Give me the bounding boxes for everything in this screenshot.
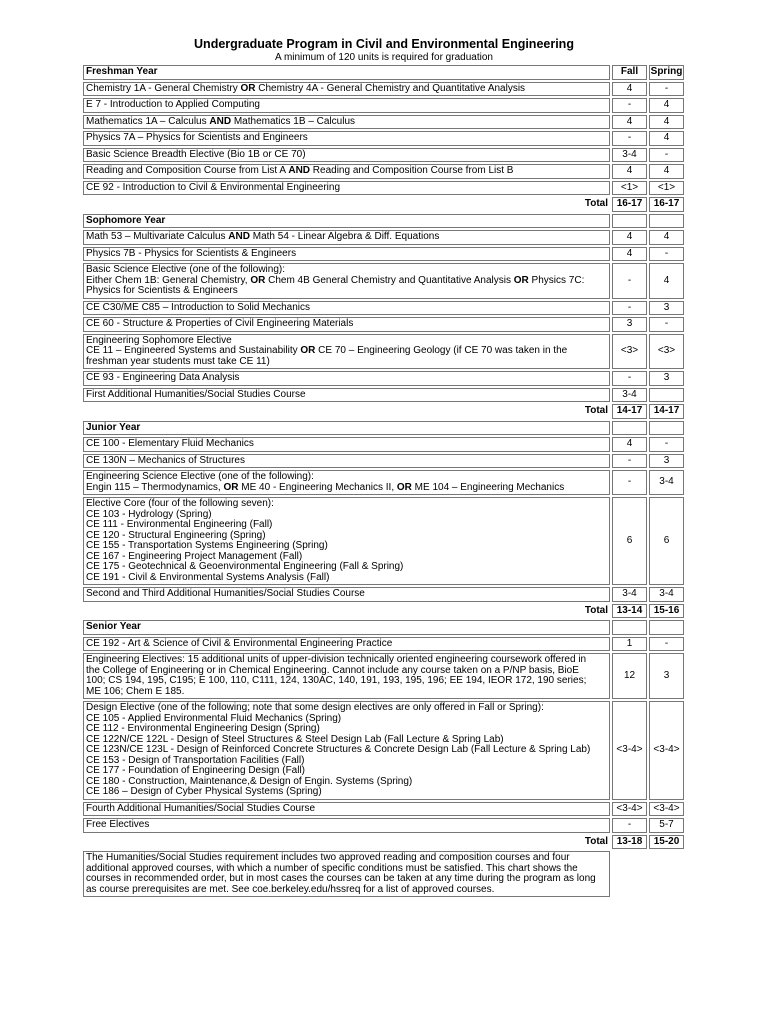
course-description bbox=[83, 454, 610, 469]
empty-cell bbox=[612, 851, 647, 897]
course-text: E 7 - Introduction to Applied Computing bbox=[86, 99, 260, 110]
course-row bbox=[83, 388, 684, 403]
fall-units: - bbox=[612, 470, 647, 495]
total-label: Total bbox=[584, 835, 608, 847]
spring-units: 6 bbox=[649, 497, 684, 585]
course-text: CE 111 - Environmental Engineering (Fall) bbox=[86, 519, 273, 530]
fall-total: 13-14 bbox=[612, 604, 647, 619]
spring-units: 4 bbox=[649, 230, 684, 245]
course-text: CE 177 - Foundation of Engineering Design (Fall) bbox=[86, 765, 306, 776]
course-row bbox=[83, 818, 684, 833]
course-text: Mathematics 1A – Calculus bbox=[86, 115, 210, 127]
fall-column-header: Fall bbox=[612, 65, 647, 80]
fall-units: - bbox=[612, 263, 647, 299]
spring-total: 16-17 bbox=[649, 197, 684, 212]
course-row bbox=[83, 82, 684, 97]
total-label: Total bbox=[584, 405, 608, 416]
fall-units: <3> bbox=[612, 334, 647, 370]
course-text: Mathematics 1B – Calculus bbox=[231, 115, 356, 127]
fall-units: 4 bbox=[612, 230, 647, 245]
spring-units: 3-4 bbox=[649, 470, 684, 495]
course-row bbox=[83, 115, 684, 130]
fall-units: - bbox=[612, 301, 647, 316]
year-header-row bbox=[83, 620, 684, 635]
spring-units: <3-4> bbox=[649, 701, 684, 800]
fall-units: <1> bbox=[612, 181, 647, 196]
course-description bbox=[83, 301, 610, 316]
course-text: Elective Core (four of the following seven): bbox=[86, 498, 274, 509]
spring-units: 4 bbox=[649, 98, 684, 113]
fall-blank-cell bbox=[612, 214, 647, 229]
course-description bbox=[83, 388, 610, 403]
course-text: the College of Engineering or in Chemical Engineering. Cannot include any course taken on a P/NP basis, BioE bbox=[86, 664, 579, 676]
spring-units: 3-4 bbox=[649, 587, 684, 602]
fall-units: 6 bbox=[612, 497, 647, 585]
course-text: Chem 4B General Chemistry and Quantitative Analysis bbox=[265, 274, 514, 286]
course-text: Basic Science Elective (one of the following): bbox=[86, 264, 285, 275]
total-label: Total bbox=[584, 604, 608, 616]
conjunction-text: OR bbox=[223, 481, 239, 493]
fall-units: 4 bbox=[612, 115, 647, 130]
total-row bbox=[83, 835, 684, 850]
course-description bbox=[83, 587, 610, 602]
course-row bbox=[83, 301, 684, 316]
course-row bbox=[83, 317, 684, 332]
spring-units: 4 bbox=[649, 164, 684, 179]
course-text: CE 105 - Applied Environmental Fluid Mechanics (Spring) bbox=[86, 712, 342, 724]
course-description bbox=[83, 437, 610, 452]
year-heading: Freshman Year bbox=[83, 65, 610, 80]
course-text: ME 106; Chem E 185. bbox=[86, 685, 185, 697]
fall-total: 14-17 bbox=[612, 404, 647, 419]
course-text: CE 167 - Engineering Project Management (Fall) bbox=[86, 550, 303, 562]
course-description bbox=[83, 164, 610, 179]
course-description bbox=[83, 181, 610, 196]
spring-units: - bbox=[649, 437, 684, 452]
course-description bbox=[83, 247, 610, 262]
spring-units: 3 bbox=[649, 454, 684, 469]
course-text: Reading and Composition Course from List A bbox=[86, 165, 289, 176]
empty-cell bbox=[649, 851, 684, 897]
course-row bbox=[83, 587, 684, 602]
spring-units: 3 bbox=[649, 653, 684, 699]
spring-units: 4 bbox=[649, 115, 684, 130]
course-row bbox=[83, 637, 684, 652]
course-text: CE 155 - Transportation Systems Engineering (Spring) bbox=[86, 540, 328, 551]
spring-units: - bbox=[649, 317, 684, 332]
course-text: Chemistry 4A - General Chemistry and Quantitative Analysis bbox=[255, 82, 526, 94]
course-description bbox=[83, 115, 610, 130]
year-header-row bbox=[83, 65, 684, 80]
spring-blank-cell bbox=[649, 421, 684, 436]
fall-units: - bbox=[612, 98, 647, 113]
course-row bbox=[83, 437, 684, 452]
course-text: CE C30/ME C85 – Introduction to Solid Mechanics bbox=[86, 301, 310, 313]
course-text: Physics 7A – Physics for Scientists and Engineers bbox=[86, 132, 308, 143]
year-heading: Junior Year bbox=[83, 421, 610, 436]
spring-units: - bbox=[649, 82, 684, 97]
course-text: CE 191 - Civil & Environmental Systems Analysis (Fall) bbox=[86, 571, 330, 583]
spring-units: <3> bbox=[649, 334, 684, 370]
fall-units: - bbox=[612, 371, 647, 386]
course-text: Math 53 – Multivariate Calculus bbox=[86, 231, 229, 242]
spring-units: 3 bbox=[649, 371, 684, 386]
page-subtitle: A minimum of 120 units is required for graduation bbox=[275, 52, 493, 63]
course-row bbox=[83, 802, 684, 817]
spring-blank-cell bbox=[649, 620, 684, 635]
conjunction-text: OR bbox=[240, 82, 256, 94]
course-text: Engineering Science Elective (one of the following): bbox=[86, 471, 314, 482]
course-text: Free Electives bbox=[86, 819, 150, 830]
course-description bbox=[83, 334, 610, 370]
course-row bbox=[83, 230, 684, 245]
footnote-text: The Humanities/Social Studies requirement includes two approved reading and composition courses and four additional approved courses, with which a number of specific conditions must be satisfied. This chart shows the courses in recommended order, but in most cases the courses can be taken at any time during the program as long as course prerequisites are met. See coe.berkeley.edu/hssreq for a list of approved courses. bbox=[83, 851, 610, 897]
total-row bbox=[83, 404, 684, 419]
year-header-row bbox=[83, 421, 684, 436]
fall-units: 4 bbox=[612, 82, 647, 97]
spring-blank-cell bbox=[649, 214, 684, 229]
fall-units: 4 bbox=[612, 164, 647, 179]
fall-units: 4 bbox=[612, 437, 647, 452]
course-text: Design Elective (one of the following; note that some design electives are only offered in Fall or Spring): bbox=[86, 702, 544, 713]
course-text: freshman year students must take CE 11) bbox=[86, 355, 270, 367]
course-text: Physics 7C: bbox=[528, 274, 585, 286]
total-label: Total bbox=[584, 198, 608, 209]
course-row bbox=[83, 131, 684, 146]
course-text: CE 120 - Structural Engineering (Spring) bbox=[86, 529, 266, 541]
fall-units: 3-4 bbox=[612, 388, 647, 403]
course-text: Reading and Composition Course from List B bbox=[310, 165, 514, 176]
course-description bbox=[83, 317, 610, 332]
course-text: Physics for Scientists & Engineers bbox=[86, 285, 238, 296]
spring-units: 5-7 bbox=[649, 818, 684, 833]
course-text: CE 103 - Hydrology (Spring) bbox=[86, 508, 212, 520]
spring-column-header: Spring bbox=[649, 65, 684, 80]
course-text: Engin 115 – Thermodynamics, bbox=[86, 481, 224, 493]
course-text: Engineering Sophomore Elective bbox=[86, 334, 232, 346]
spring-total: 15-16 bbox=[649, 604, 684, 619]
course-text: CE 130N – Mechanics of Structures bbox=[86, 454, 245, 466]
fall-total: 16-17 bbox=[612, 197, 647, 212]
spring-total: 14-17 bbox=[649, 404, 684, 419]
course-row bbox=[83, 454, 684, 469]
fall-units: 3 bbox=[612, 317, 647, 332]
course-description bbox=[83, 82, 610, 97]
fall-blank-cell bbox=[612, 620, 647, 635]
course-description bbox=[83, 637, 610, 652]
course-description bbox=[83, 98, 610, 113]
spring-units: 4 bbox=[649, 131, 684, 146]
course-text: CE 180 - Construction, Maintenance,& Design of Engin. Systems (Spring) bbox=[86, 775, 413, 787]
year-heading: Senior Year bbox=[83, 620, 610, 635]
spring-units: 4 bbox=[649, 263, 684, 299]
spring-units: - bbox=[649, 637, 684, 652]
fall-units: 1 bbox=[612, 637, 647, 652]
conjunction-text: OR bbox=[300, 345, 316, 356]
course-description bbox=[83, 230, 610, 245]
course-text: CE 186 – Design of Cyber Physical Systems (Spring) bbox=[86, 786, 322, 797]
course-row bbox=[83, 470, 684, 495]
course-text: Fourth Additional Humanities/Social Studies Course bbox=[86, 802, 316, 814]
conjunction-text: AND bbox=[209, 115, 232, 127]
course-description bbox=[83, 818, 610, 833]
course-row bbox=[83, 247, 684, 262]
fall-units: - bbox=[612, 131, 647, 146]
spring-units: - bbox=[649, 148, 684, 163]
fall-units: <3-4> bbox=[612, 701, 647, 800]
course-row bbox=[83, 164, 684, 179]
course-description bbox=[83, 653, 610, 699]
course-description bbox=[83, 263, 610, 299]
course-text: Engineering Electives: 15 additional units of upper-division technically oriented engineering coursework offered in bbox=[86, 654, 587, 665]
spring-units: - bbox=[649, 247, 684, 262]
fall-blank-cell bbox=[612, 421, 647, 436]
course-text: Second and Third Additional Humanities/Social Studies Course bbox=[86, 588, 365, 599]
course-description bbox=[83, 371, 610, 386]
course-text: Physics 7B - Physics for Scientists & Engineers bbox=[86, 247, 297, 259]
spring-total: 15-20 bbox=[649, 835, 684, 850]
course-text: CE 92 - Introduction to Civil & Environmental Engineering bbox=[86, 181, 341, 193]
spring-units: <3-4> bbox=[649, 802, 684, 817]
program-table-body bbox=[83, 65, 684, 897]
spring-units: 3 bbox=[649, 301, 684, 316]
course-description bbox=[83, 148, 610, 163]
year-heading: Sophomore Year bbox=[83, 214, 610, 229]
course-text: CE 93 - Engineering Data Analysis bbox=[86, 372, 240, 383]
course-text: CE 192 - Art & Science of Civil & Environmental Engineering Practice bbox=[86, 637, 393, 649]
course-row bbox=[83, 653, 684, 699]
course-description bbox=[83, 497, 610, 585]
course-row bbox=[83, 263, 684, 299]
course-row bbox=[83, 98, 684, 113]
total-row bbox=[83, 197, 684, 212]
course-text: CE 175 - Geotechnical & Geoenvironmental Engineering (Fall & Spring) bbox=[86, 561, 404, 572]
conjunction-text: AND bbox=[228, 231, 250, 242]
course-text: CE 100 - Elementary Fluid Mechanics bbox=[86, 438, 254, 449]
course-text: ME 104 – Engineering Mechanics bbox=[411, 481, 565, 493]
conjunction-text: OR bbox=[513, 274, 529, 286]
fall-units: 3-4 bbox=[612, 148, 647, 163]
conjunction-text: OR bbox=[396, 481, 412, 493]
fall-total: 13-18 bbox=[612, 835, 647, 850]
fall-units: - bbox=[612, 454, 647, 469]
conjunction-text: AND bbox=[288, 165, 311, 176]
course-text: CE 122N/CE 122L - Design of Steel Structures & Steel Design Lab (Fall Lecture & Spring Lab) bbox=[86, 733, 504, 745]
course-text: CE 70 – Engineering Geology (if CE 70 was taken in the bbox=[315, 345, 568, 356]
course-row bbox=[83, 497, 684, 585]
course-text: Either Chem 1B: General Chemistry, bbox=[86, 274, 251, 286]
fall-units: 12 bbox=[612, 653, 647, 699]
program-table bbox=[81, 63, 686, 899]
fall-units: - bbox=[612, 818, 647, 833]
course-text: First Additional Humanities/Social Studies Course bbox=[86, 388, 306, 400]
course-text: Basic Science Breadth Elective (Bio 1B or CE 70) bbox=[86, 148, 306, 160]
course-text: CE 112 - Environmental Engineering Design (Spring) bbox=[86, 723, 320, 734]
course-description bbox=[83, 701, 610, 800]
course-description bbox=[83, 131, 610, 146]
page-title: Undergraduate Program in Civil and Environmental Engineering bbox=[194, 37, 574, 51]
course-text: Chemistry 1A - General Chemistry bbox=[86, 82, 241, 94]
course-row bbox=[83, 181, 684, 196]
course-text: CE 11 – Engineered Systems and Sustainability bbox=[86, 345, 301, 356]
course-description bbox=[83, 802, 610, 817]
year-header-row bbox=[83, 214, 684, 229]
fall-units: 3-4 bbox=[612, 587, 647, 602]
course-description bbox=[83, 470, 610, 495]
course-text: CE 153 - Design of Transportation Facilities (Fall) bbox=[86, 754, 305, 766]
fall-units: <3-4> bbox=[612, 802, 647, 817]
conjunction-text: OR bbox=[250, 274, 266, 286]
course-row bbox=[83, 148, 684, 163]
spring-units bbox=[649, 388, 684, 403]
course-text: 100; CS 194, 195, C195; E 100, 110, C111, 124, 130AC, 140, 191, 193, 195, 196; EE 194, IEOR 172, 190 series; bbox=[86, 675, 587, 686]
course-text: CE 60 - Structure & Properties of Civil Engineering Materials bbox=[86, 318, 354, 329]
footnote-row bbox=[83, 851, 684, 897]
course-row bbox=[83, 371, 684, 386]
fall-units: 4 bbox=[612, 247, 647, 262]
course-text: CE 123N/CE 123L - Design of Reinforced Concrete Structures & Concrete Design Lab (Fall Lecture & Spring Lab) bbox=[86, 744, 591, 755]
total-row bbox=[83, 604, 684, 619]
course-row bbox=[83, 701, 684, 800]
spring-units: <1> bbox=[649, 181, 684, 196]
course-row bbox=[83, 334, 684, 370]
course-text: ME 40 - Engineering Mechanics II, bbox=[238, 481, 397, 493]
course-text: Math 54 - Linear Algebra & Diff. Equations bbox=[249, 231, 440, 242]
